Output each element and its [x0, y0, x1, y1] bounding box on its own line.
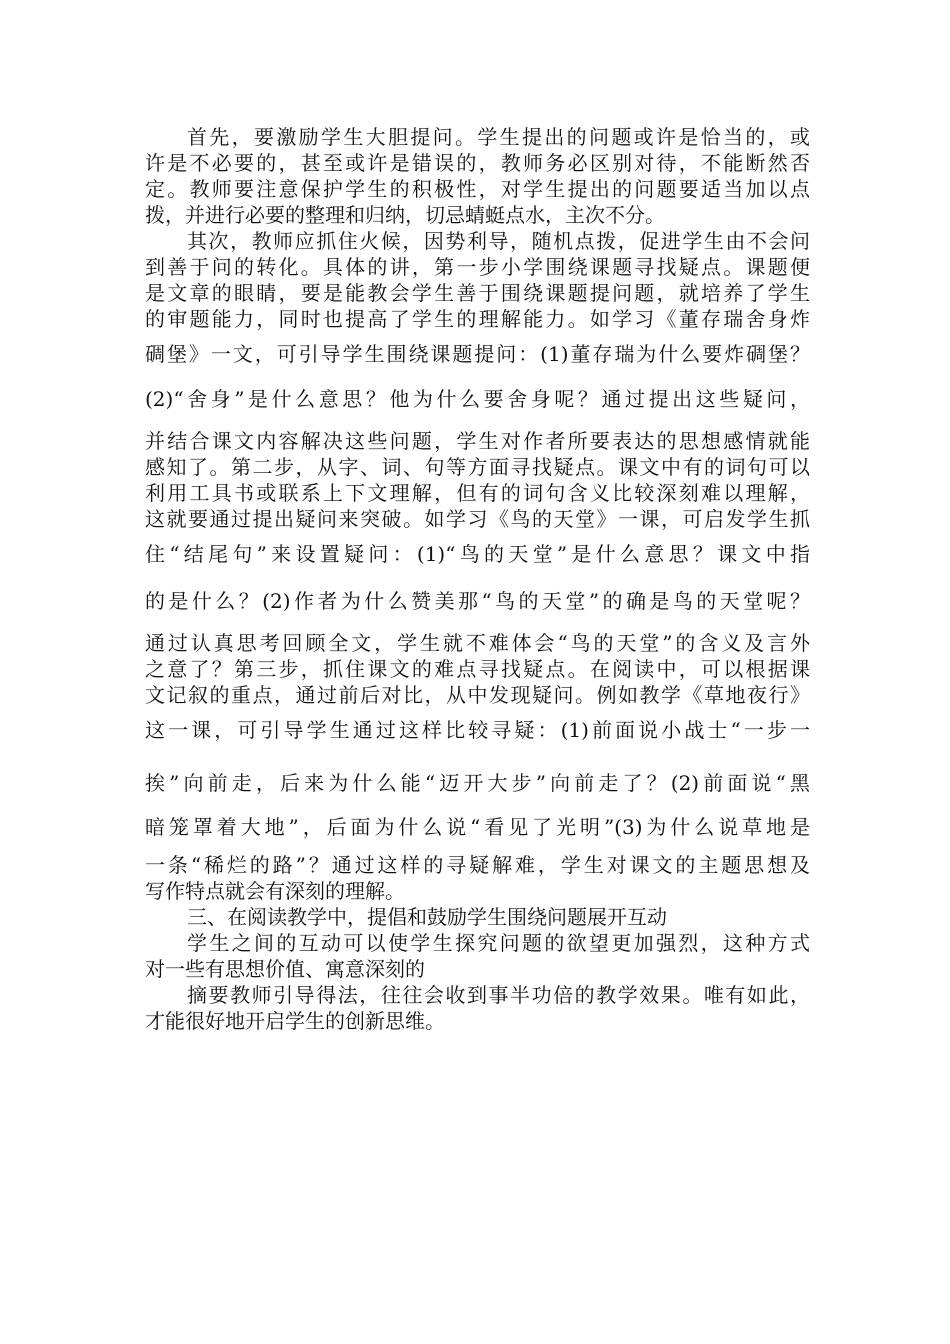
paragraph-line: 暗笼罩着大地”，后面为什么说“看见了光明”(3)为什么说草地是 [145, 815, 810, 839]
paragraph-line: 通过认真思考回顾全文，学生就不难体会“鸟的天堂”的含义及言外 [145, 631, 810, 655]
paragraph-line: 是文章的眼睛，要是能教会学生善于围绕课题提问题，就培养了学生 [145, 281, 810, 305]
paragraph-line: 碉堡》一文，可引导学生围绕课题提问：(1)董存瑞为什么要炸碉堡？ [145, 342, 810, 366]
paragraph-line: 才能很好地开启学生的创新思维。 [145, 1009, 445, 1033]
paragraph-line: 学生之间的互动可以使学生探究问题的欲望更加强烈，这种方式 [187, 931, 810, 955]
paragraph-line: 文记叙的重点，通过前后对比，从中发现疑问。例如教学《草地夜行》 [145, 683, 810, 707]
paragraph-line: 写作特点就会有深刻的理解。 [145, 879, 405, 903]
paragraph-line: 这就要通过提出疑问来突破。如学习《鸟的天堂》一课，可启发学生抓 [145, 507, 810, 531]
paragraph-line: 一条“稀烂的路”？通过这样的寻疑解难，学生对课文的主题思想及 [145, 853, 810, 877]
paragraph-line: 这一课，可引导学生通过这样比较寻疑：(1)前面说小战士“一步一 [145, 718, 810, 742]
paragraph-line: 的是什么？(2)作者为什么赞美那“鸟的天堂”的确是鸟的天堂呢？ [145, 589, 810, 613]
paragraph-line: (2)“舍身”是什么意思？他为什么要舍身呢？通过提出这些疑问， [145, 387, 810, 411]
paragraph-line: 其次，教师应抓住火候，因势利导，随机点拨，促进学生由不会问 [187, 229, 810, 253]
paragraph-line: 利用工具书或联系上下文理解，但有的词句含义比较深刻难以理解， [145, 481, 810, 505]
paragraph-line: 到善于问的转化。具体的讲，第一步小学围绕课题寻找疑点。课题便 [145, 255, 810, 279]
paragraph-line: 定。教师要注意保护学生的积极性，对学生提出的问题要适当加以点 [145, 177, 810, 201]
paragraph-line: 之意了？第三步，抓住课文的难点寻找疑点。在阅读中，可以根据课 [145, 657, 810, 681]
paragraph-line: 挨”向前走，后来为什么能“迈开大步”向前走了？(2)前面说“黑 [145, 771, 810, 795]
section-heading: 三、在阅读教学中，提倡和鼓励学生围绕问题展开互动 [187, 905, 667, 929]
paragraph-line: 拨，并进行必要的整理和归纳，切忌蜻蜓点水，主次不分。 [145, 203, 665, 227]
paragraph-line: 摘要教师引导得法，往往会收到事半功倍的教学效果。唯有如此， [187, 983, 810, 1007]
paragraph-line: 感知了。第二步，从字、词、句等方面寻找疑点。课文中有的词句可以 [145, 455, 810, 479]
paragraph-line: 对一些有思想价值、寓意深刻的 [145, 957, 425, 981]
paragraph-line: 住“结尾句”来设置疑问：(1)“鸟的天堂”是什么意思？课文中指 [145, 542, 810, 566]
paragraph-line: 许是不必要的，甚至或许是错误的，教师务必区别对待，不能断然否 [145, 151, 810, 175]
paragraph-line: 的审题能力，同时也提高了学生的理解能力。如学习《董存瑞舍身炸 [145, 307, 810, 331]
paragraph-line: 并结合课文内容解决这些问题，学生对作者所要表达的思想感情就能 [145, 429, 810, 453]
paragraph-line: 首先，要激励学生大胆提问。学生提出的问题或许是恰当的，或 [187, 125, 810, 149]
